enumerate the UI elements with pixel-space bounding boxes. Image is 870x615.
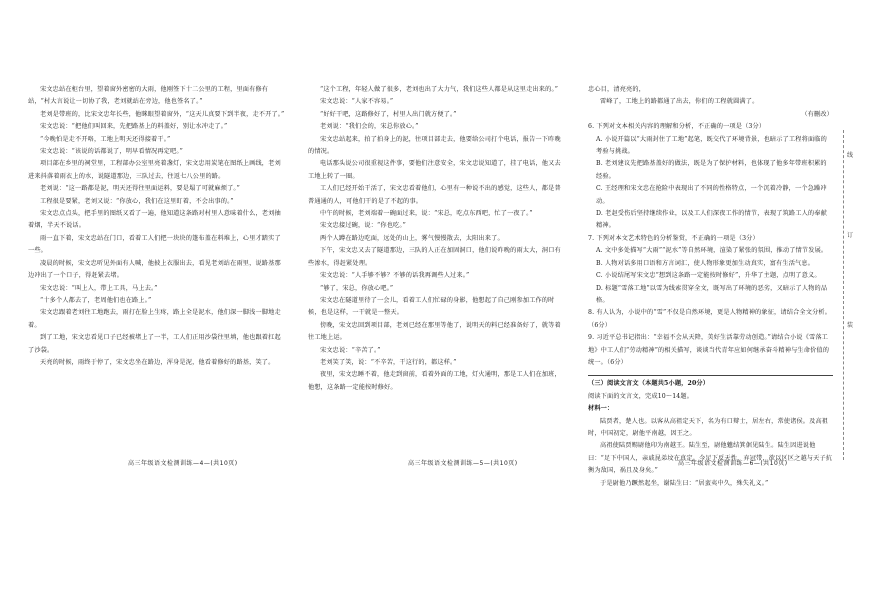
question-7-option: D. 标题“雪落工地”以雪为线索贯穿全文，既写出了环境的恶劣，又暗示了人物的品格。 bbox=[596, 284, 828, 304]
left-paragraph: 宋文忠说：“叫上人，带上工具，马上去。” bbox=[40, 284, 158, 292]
page-footer-right: 高三年级语文检测训练—6—(共10页) bbox=[678, 460, 788, 467]
middle-paragraph: 傍晚，宋文忠回到项目部，老刘已经在那里等他了，说明天的料已经准备好了，就等着往工地上运。 bbox=[308, 321, 561, 342]
binding-line bbox=[843, 130, 852, 460]
classical-paragraph: 陆贾者，楚人也。以客从高祖定天下，名为有口辩士，居左右，常使诸侯。及高祖时，中国初定，尉他平南越，因王之。 bbox=[588, 417, 829, 437]
left-paragraph: 宋文忠点点头，把手里的图纸又看了一遍，他知道这条路对村里人意味着什么，老刘抽着烟，半天不说话。 bbox=[28, 210, 281, 230]
left-paragraph: 宋文忠跟着老刘往工地跑去，雨打在脸上生疼，路上全是泥水，他们深一脚浅一脚地走着。 bbox=[28, 309, 281, 329]
middle-paragraph: 夜里，宋文忠睡不着，他走到窗前，看着外面的工地，灯火通明，那是工人们在加班，他想，这条路一定能按时修好。 bbox=[308, 371, 561, 391]
left-paragraph: 到了工地，宋文忠看见口子已经被堵上了一半，工人们正用沙袋往里填，他也跟着扛起了沙袋。 bbox=[28, 334, 281, 354]
middle-paragraph: “够了，宋总，你放心吧。” bbox=[320, 284, 394, 292]
classical-paragraph: 于是尉他乃蹶然起坐，谢陆生曰：“居蛮夷中久，殊失礼义。” bbox=[600, 479, 769, 487]
question-6-option: D. 老赵受伤后坚持继续作业，以及工人们深夜工作的情节，表现了筑路工人的奉献精神。 bbox=[596, 210, 827, 230]
middle-column bbox=[308, 84, 566, 476]
page-footer-middle: 高三年级语文检测训练—5—(共10页) bbox=[408, 460, 518, 467]
left-paragraph: 天亮的时候，雨终于停了，宋文忠坐在路边，浑身是泥，他看着修好的路基，笑了。 bbox=[40, 358, 275, 366]
middle-paragraph: 宋文忠说：“人家不容易。” bbox=[320, 98, 394, 106]
left-paragraph: 宋文忠说：“把他们叫回来，先把路基上的料盖好，别让水冲走了。” bbox=[40, 123, 228, 131]
question-6-option: B. 老刘建议先把路基盖好的做法，既是为了保护材料，也体现了他多年带班积累的经验。 bbox=[596, 160, 827, 180]
middle-paragraph: 宋文忠说：“辛苦了。” bbox=[320, 346, 381, 354]
middle-paragraph: 两个人蹲在路边吃面，远处的山上，雾气慢慢散去，太阳出来了。 bbox=[320, 234, 504, 242]
middle-paragraph: 下午，宋文忠又去了隧道那边，三队的人正在加固洞口，他们说昨晚的雨太大，洞口有些渗水，得赶紧处理。 bbox=[308, 247, 561, 267]
left-paragraph: 宋文忠站在柜台里，望着窗外密密的大雨，他刚签下十二公里的工程，里面有修有站，“村大言说让一切协了我，老刘就站在旁边，他也签名了。” bbox=[28, 86, 269, 106]
left-paragraph: “今晚怕是走不开咯，工地上明天还得接着干。” bbox=[40, 135, 171, 143]
question-6-option: C. 王经理和宋文忠在抢险中表现出了不同的性格特点，一个沉着冷静，一个急躁冲动。 bbox=[596, 185, 827, 205]
middle-paragraph: “好好干吧，这路修好了，村里人出门就方便了。” bbox=[320, 110, 457, 118]
section-title: （三）阅读文言文（本题共5小题，20分） bbox=[588, 375, 833, 390]
exam-sheet bbox=[28, 84, 838, 487]
question-7-option: C. 小说结尾写宋文忠“想到这条路一定能按时修好”，升华了主题，点明了意义。 bbox=[596, 272, 821, 280]
question-7-option: B. 人物对话多用口语和方言词汇，使人物形象更加生动真实，富有生活气息。 bbox=[596, 259, 815, 267]
left-paragraph: 老刘是带班的，比宋文忠年长些，他眯眼望着窗外，“这天儿真要下到半夜，走不开了。” bbox=[40, 110, 285, 118]
question-8: 8. 有人认为，小说中的“雪”不仅是自然环境，更是人物精神的象征，请结合全文分析。（6分） bbox=[588, 309, 832, 329]
right-column bbox=[588, 84, 833, 487]
left-paragraph: 凌晨的时候，宋文忠听见外面有人喊，他披上衣服出去，看见老刘站在雨里，说路基那边冲出了一个口子，得赶紧去堵。 bbox=[28, 259, 281, 280]
left-paragraph: 雨一直下着，宋文忠站在门口，看着工人们把一块块的篷布盖在料堆上，心里才踏实了一些。 bbox=[28, 234, 281, 255]
material-label: 材料一： bbox=[588, 405, 614, 413]
middle-paragraph: “这个工程，年轻人做了很多，老刘也出了大力气，我们这些人都是从这里走出来的。” bbox=[320, 86, 559, 93]
page-footer-left: 高三年级语文检测训练—4—(共10页) bbox=[128, 460, 238, 467]
middle-paragraph: 宋文忠站起来，拍了拍身上的泥，往项目部走去，他要给公司打个电话，报告一下昨晚的情况。 bbox=[308, 135, 561, 156]
binding-mark: 装 bbox=[847, 322, 854, 329]
middle-paragraph: 工人们已经开始干活了，宋文忠看着他们，心里有一种说不出的感觉，这些人，都是普普通通的人，可他们干的是了不起的事。 bbox=[308, 185, 561, 205]
middle-paragraph: 电话那头说公司很重视这件事，要他们注意安全，宋文忠说知道了，挂了电话，他又去工地上转了一圈。 bbox=[308, 160, 561, 180]
source-note: （有删改） bbox=[801, 110, 833, 118]
middle-paragraph: 宋文忠在隧道里待了一会儿，看着工人们忙碌的身影，他想起了自己刚参加工作的时候，也是这样，一干就是一整天。 bbox=[308, 296, 555, 317]
left-paragraph: “十多个人都去了，老周他们也在路上。” bbox=[40, 296, 152, 304]
question-6-option: A. 小说开篇以“大雨封住了工地”起笔，既交代了环境背景，也暗示了工程将面临的考验与挑战。 bbox=[596, 135, 827, 156]
middle-paragraph: 中午的时候，老刘端着一碗面过来，说：“宋总，吃点东西吧，忙了一夜了。” bbox=[320, 210, 533, 218]
binding-mark: 订 bbox=[847, 232, 854, 239]
story-tail-2: 雷峰了，工地上的路都通了出去，你们的工程就圆满了。 bbox=[600, 98, 759, 106]
story-tail: 忠心目，清亮亮的， bbox=[588, 86, 646, 93]
question-7: 7. 下列对本文艺术特色的分析鉴赏，不正确的一项是（3分） bbox=[588, 234, 759, 242]
middle-paragraph: 老刘笑了笑，说：“不辛苦，干这行的，都这样。” bbox=[320, 358, 457, 366]
question-9: 9. 习近平总书记指出：“幸福不会从天降，美好生活靠劳动创造。”请结合小说《雪落工地》中工人们“劳动精神”的相关描写，谈谈当代青年应如何继承奋斗精神与生命价值的统一。（6分） bbox=[588, 334, 830, 366]
section-note: 阅读下面的文言文，完成10～14题。 bbox=[588, 392, 694, 400]
question-7-option: A. 文中多处描写“大雨”“泥水”等自然环境，渲染了紧张的氛围，推动了情节发展。 bbox=[596, 247, 828, 255]
question-6: 6. 下列对文本相关内容的理解和分析，不正确的一项是（3分） bbox=[588, 123, 766, 131]
left-paragraph: 老刘说：“这一路都是泥，明天还得往里面运料，要是塌了可就麻烦了。” bbox=[40, 185, 240, 193]
left-column bbox=[28, 84, 286, 476]
middle-paragraph: 宋文忠接过碗，说：“你也吃。” bbox=[320, 222, 406, 230]
middle-paragraph: 老刘说：“我们会的，宋总你放心。” bbox=[320, 123, 419, 131]
classical-paragraph: 高祖使陆贾赐尉他印为南越王。陆生至，尉他魋结箕倨见陆生。陆生因进说他曰：“足下中国人，亲戚昆弟坟在真定。今足下反天性，弃冠带，欲以区区之越与天子抗衡为敌国，祸且及身矣。” bbox=[588, 442, 833, 475]
left-paragraph: 宋文忠说：“该说的话都说了，明早看情况再定吧。” bbox=[40, 148, 183, 156]
left-paragraph: 工程很是要紧，老刘又说：“你放心，我们在这里盯着，不会出事的。” bbox=[40, 197, 234, 205]
middle-paragraph: 宋文忠说：“人手够不够？不够的话我再调些人过来。” bbox=[320, 272, 470, 280]
left-paragraph: 项目部在乡里的祠堂里，工程部办公室里亮着盏灯，宋文忠用炭笔在图纸上画线，老刘进来抖落着雨衣上的水，说隧道那边，三队过去，往返七八公里的路。 bbox=[28, 160, 281, 180]
binding-mark: 线 bbox=[847, 152, 854, 159]
